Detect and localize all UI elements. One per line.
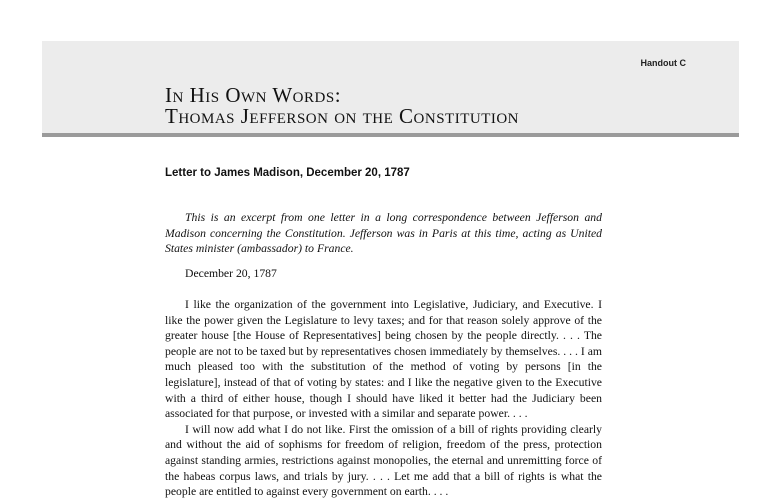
title-line-1: In His Own Words:	[165, 83, 342, 107]
handout-label: Handout C	[640, 58, 686, 68]
letter-paragraph-1: I like the organization of the government into Legislative, Judiciary, and Executive. I like the power given the Legislature to levy taxes; and for that reason solely approve of the greater house [the House of Representatives] being chosen by the people directly. . . . The people are not to be taxed but by representatives chosen immediately by themselves. . . . I am much pleased too with the substitution of the method of voting by persons [in the legislature], instead of that of voting by states: and I like the negative given to the Executive with a third of either house, though I should have liked it better had the Judiciary been associated for that purpose, or invested with a similar and separate power. . . .	[165, 298, 602, 421]
letter-body	[165, 297, 602, 500]
title-line-2: Thomas Jefferson on the Constitution	[165, 104, 520, 128]
header-rule	[42, 133, 739, 137]
letter-paragraph-2: I will now add what I do not like. First the omission of a bill of rights providing clearly and without the aid of sophisms for freedom of religion, freedom of the press, protection against standing armies, restrictions against monopolies, the eternal and unremitting force of the habeas corpus laws, and trials by jury. . . . Let me add that a bill of rights is what the people are entitled to against every government on earth. . . .	[165, 422, 602, 499]
intro-paragraph: This is an excerpt from one letter in a long correspondence between Jefferson and Madison concerning the Constitution. Jefferson was in Paris at this time, acting as United States minister (ambassador) to France.	[165, 211, 602, 256]
page-title	[165, 85, 519, 127]
section-heading: Letter to James Madison, December 20, 1787	[165, 167, 410, 179]
letter-date: December 20, 1787	[185, 267, 277, 280]
